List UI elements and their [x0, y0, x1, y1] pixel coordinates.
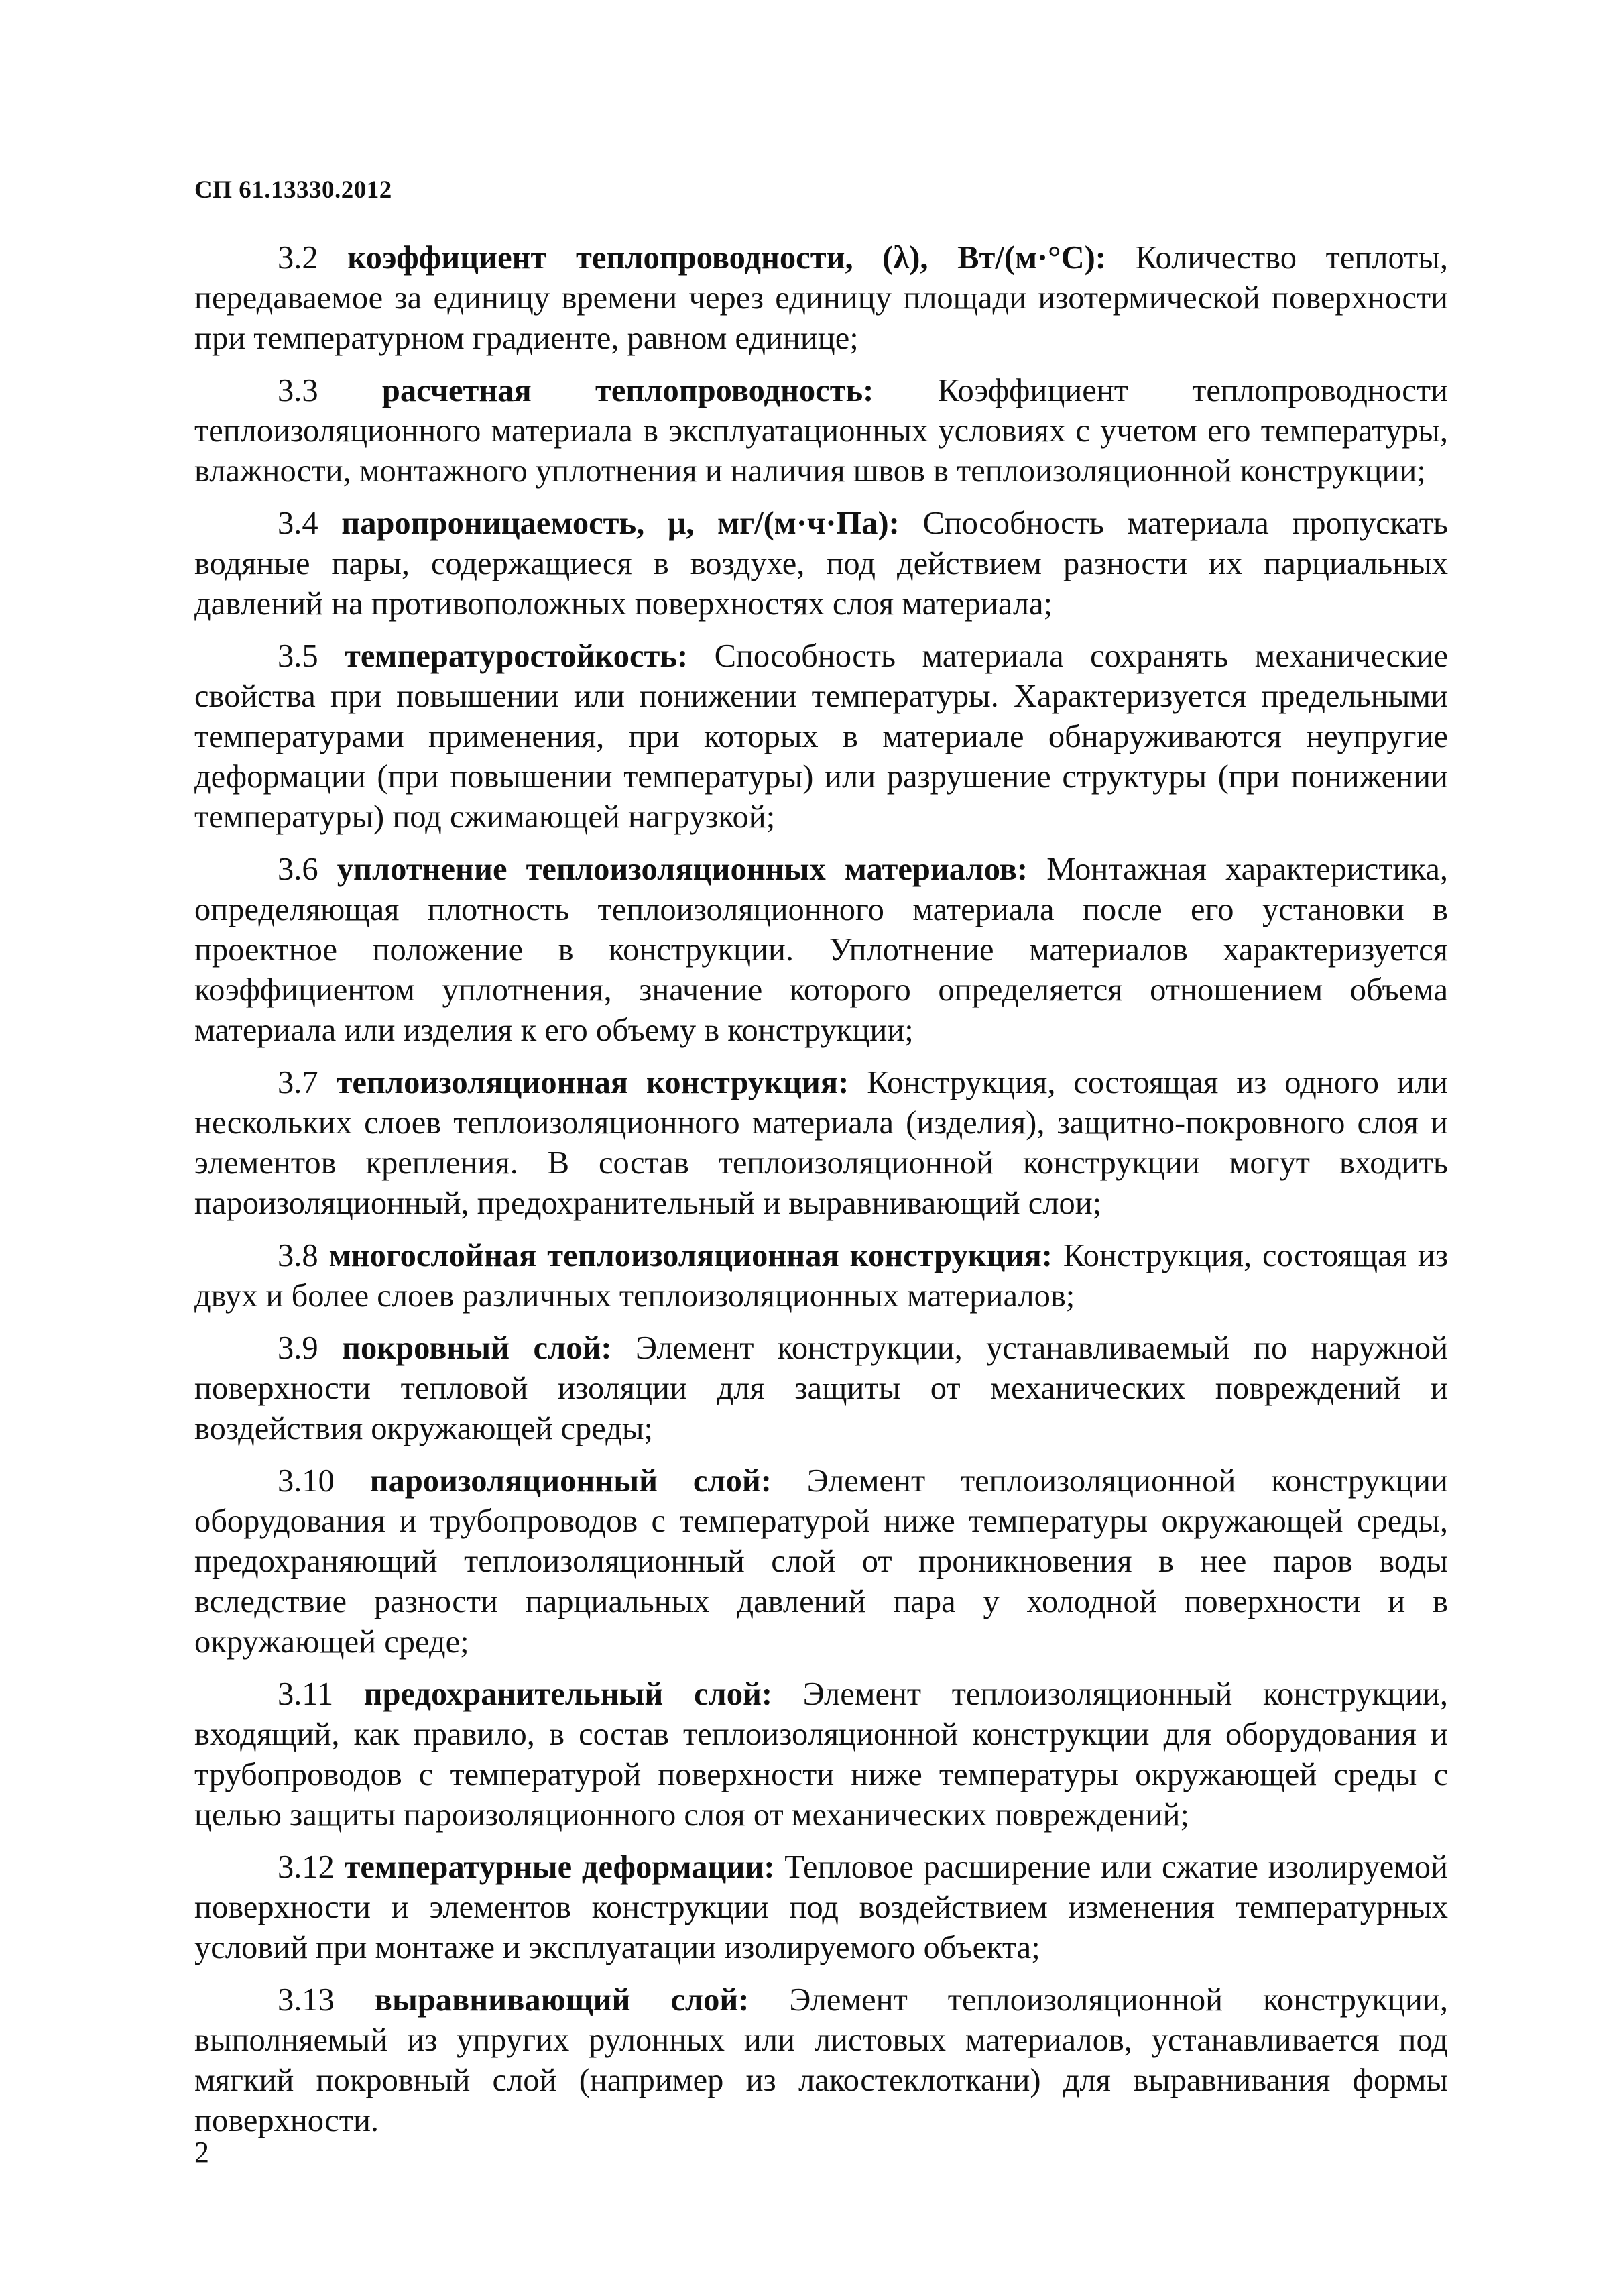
term-number: 3.13 — [278, 1982, 335, 2018]
term-definition: Конструкция, состоящая из одного или нескольких слоев теплоизоляционного материала (изделия), защитно-покровного слоя и элементов крепления. В состав теплоизоляционной конструкции могут входить пароизоляционный, предохранительный и выравнивающий слои; — [194, 1065, 1449, 1221]
term-title: многослойная теплоизоляционная конструкция: — [328, 1238, 1053, 1273]
term-number: 3.4 — [278, 506, 318, 541]
term-3-9 — [194, 1328, 1448, 1449]
term-definition: Конструкция, состоящая из двух и более слоев различных теплоизоляционных материалов; — [194, 1238, 1449, 1314]
term-title: температуростойкость: — [345, 638, 688, 674]
term-title: выравнивающий слой: — [374, 1982, 749, 2018]
term-3-6 — [194, 850, 1448, 1051]
term-definition: Элемент теплоизоляционной конструкции оборудования и трубопроводов с температурой ниже температуры окружающей среды, предохраняющий теплоизоляционный слой от проникновения в нее паров воды вследствие разности парциальных давлений пара у холодной поверхности и в окружающей среде; — [194, 1463, 1448, 1660]
term-definition: Способность материала сохранять механические свойства при повышении или понижении температуры. Характеризуется предельными температурами применения, при которых в материале обнаруживаются неупругие деформации (при повышении температуры) или разрушение структуры (при понижении температуры) под сжимающей нагрузкой; — [194, 638, 1449, 835]
term-title: температурные деформации: — [344, 1849, 775, 1885]
term-number: 3.10 — [278, 1463, 335, 1499]
term-3-10 — [194, 1461, 1448, 1662]
term-definition: Элемент конструкции, устанавливаемый по наружной поверхности тепловой изоляции для защиты от механических повреждений и воздействия окружающей среды; — [194, 1330, 1449, 1446]
term-definition: Монтажная характеристика, определяющая плотность теплоизоляционного материала после его установки в проектное положение в конструкции. Уплотнение материалов характеризуется коэффициентом уплотнения, значение которого определяется отношением объема материала или изделия к его объему в конструкции; — [194, 852, 1448, 1048]
term-title: предохранительный слой: — [363, 1676, 773, 1712]
term-3-5 — [194, 636, 1448, 838]
term-3-7 — [194, 1063, 1448, 1224]
term-definition: Способность материала пропускать водяные пары, содержащиеся в воздухе, под действием разности их парциальных давлений на противоположных поверхностях слоя материала; — [194, 506, 1449, 622]
term-definition: Коэффициент теплопроводности теплоизоляционного материала в эксплуатационных условиях с учетом его температуры, влажности, монтажного уплотнения и наличия швов в теплоизоляционной конструкции; — [194, 373, 1448, 489]
term-3-4 — [194, 504, 1448, 624]
term-title: пароизоляционный слой: — [369, 1463, 772, 1499]
term-3-2 — [194, 238, 1448, 359]
term-3-11 — [194, 1674, 1448, 1835]
term-title: теплоизоляционная конструкция: — [336, 1065, 849, 1100]
term-3-13 — [194, 1980, 1448, 2141]
document-code: СП 61.13330.2012 — [194, 176, 392, 204]
term-number: 3.7 — [278, 1065, 318, 1100]
page-number: 2 — [194, 2136, 209, 2169]
term-definition: Тепловое расширение или сжатие изолируемой поверхности и элементов конструкции под воздействием изменения температурных условий при монтаже и эксплуатации изолируемого объекта; — [194, 1849, 1448, 1965]
term-definition: Элемент теплоизоляционный конструкции, входящий, как правило, в состав теплоизоляционной конструкции для оборудования и трубопроводов с температурой поверхности ниже температуры окружающей среды с целью защиты пароизоляционного слоя от механических повреждений; — [194, 1676, 1449, 1833]
term-number: 3.3 — [278, 373, 318, 408]
term-number: 3.5 — [278, 638, 318, 674]
term-definition: Количество теплоты, передаваемое за единицу времени через единицу площади изотермической поверхности при температурном градиенте, равном единице; — [194, 240, 1449, 356]
term-number: 3.12 — [278, 1849, 335, 1885]
term-title: коэффициент теплопроводности, (λ), Вт/(м·°С): — [347, 240, 1106, 276]
term-3-3 — [194, 371, 1448, 492]
term-number: 3.8 — [278, 1238, 318, 1273]
term-number: 3.2 — [278, 240, 318, 276]
term-title: паропроницаемость, μ, мг/(м·ч·Па): — [341, 506, 900, 541]
term-number: 3.11 — [278, 1676, 334, 1712]
term-title: уплотнение теплоизоляционных материалов: — [337, 852, 1028, 887]
term-3-12 — [194, 1847, 1448, 1968]
term-3-8 — [194, 1236, 1448, 1316]
terms-list — [194, 238, 1448, 2153]
term-number: 3.6 — [278, 852, 318, 887]
term-title: расчетная теплопроводность: — [381, 373, 874, 408]
term-definition: Элемент теплоизоляционной конструкции, выполняемый из упругих рулонных или листовых материалов, устанавливается под мягкий покровный слой (например из лакостеклоткани) для выравнивания формы поверхности. — [194, 1982, 1448, 2138]
term-number: 3.9 — [278, 1330, 318, 1366]
term-title: покровный слой: — [342, 1330, 612, 1366]
